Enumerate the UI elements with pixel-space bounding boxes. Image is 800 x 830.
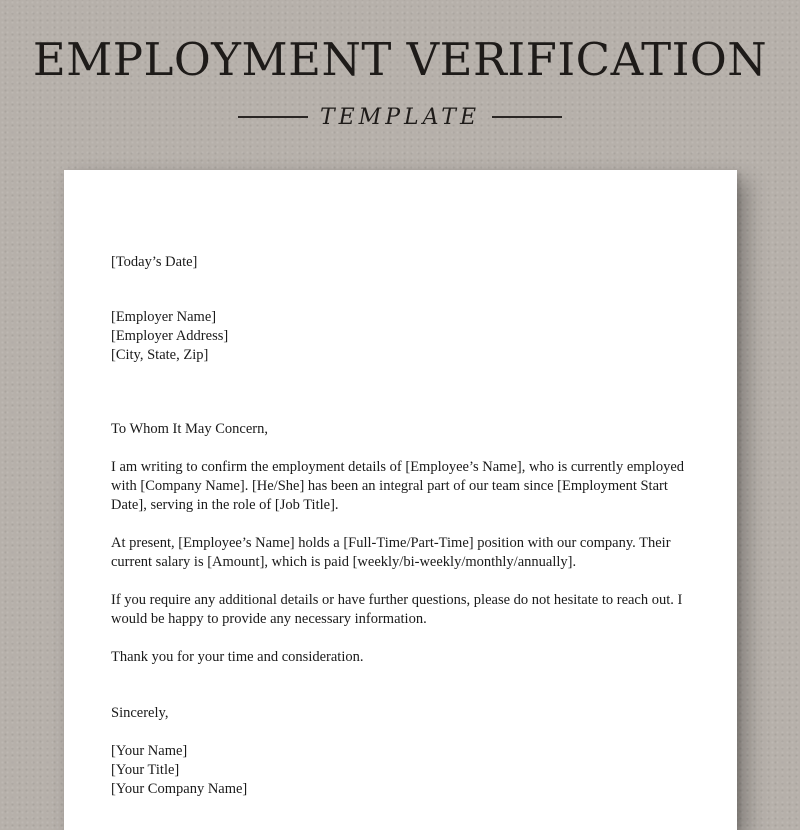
employer-address: [Employer Address] [111, 328, 229, 344]
employer-name: [Employer Name] [111, 309, 217, 325]
salutation: To Whom It May Concern, [111, 421, 268, 437]
date-line: [Today’s Date] [111, 254, 198, 270]
right-divider [492, 116, 562, 118]
signer-name: [Your Name] [111, 743, 188, 759]
signer-company: [Your Company Name] [111, 781, 248, 797]
letter-page [64, 170, 737, 830]
signer-title: [Your Title] [111, 762, 180, 778]
paragraph-salary: At present, [Employee’s Name] holds a [Full-Time/Part-Time] position with our company. Their current salary is [Amount], which is paid [weekly/bi-weekly/monthly/annually]. [111, 535, 671, 570]
subtitle-row [0, 104, 800, 130]
thanks-line: Thank you for your time and consideration. [111, 649, 364, 665]
city-state-zip: [City, State, Zip] [111, 347, 209, 363]
page-title: EMPLOYMENT VERIFICATION [32, 33, 768, 86]
subtitle: TEMPLATE [319, 104, 481, 130]
letter-body [111, 253, 701, 799]
paragraph-employment-details: I am writing to confirm the employment details of [Employee’s Name], who is currently employed with [Company Name]. [He/She] has been an integral part of our team since [Employment Start Date], serving in the role of [Job Title]. [111, 459, 685, 513]
paragraph-contact: If you require any additional details or have further questions, please do not hesitate to reach out. I would be happy to provide any necessary information. [111, 592, 683, 627]
left-divider [238, 116, 308, 118]
closing: Sincerely, [111, 705, 169, 721]
